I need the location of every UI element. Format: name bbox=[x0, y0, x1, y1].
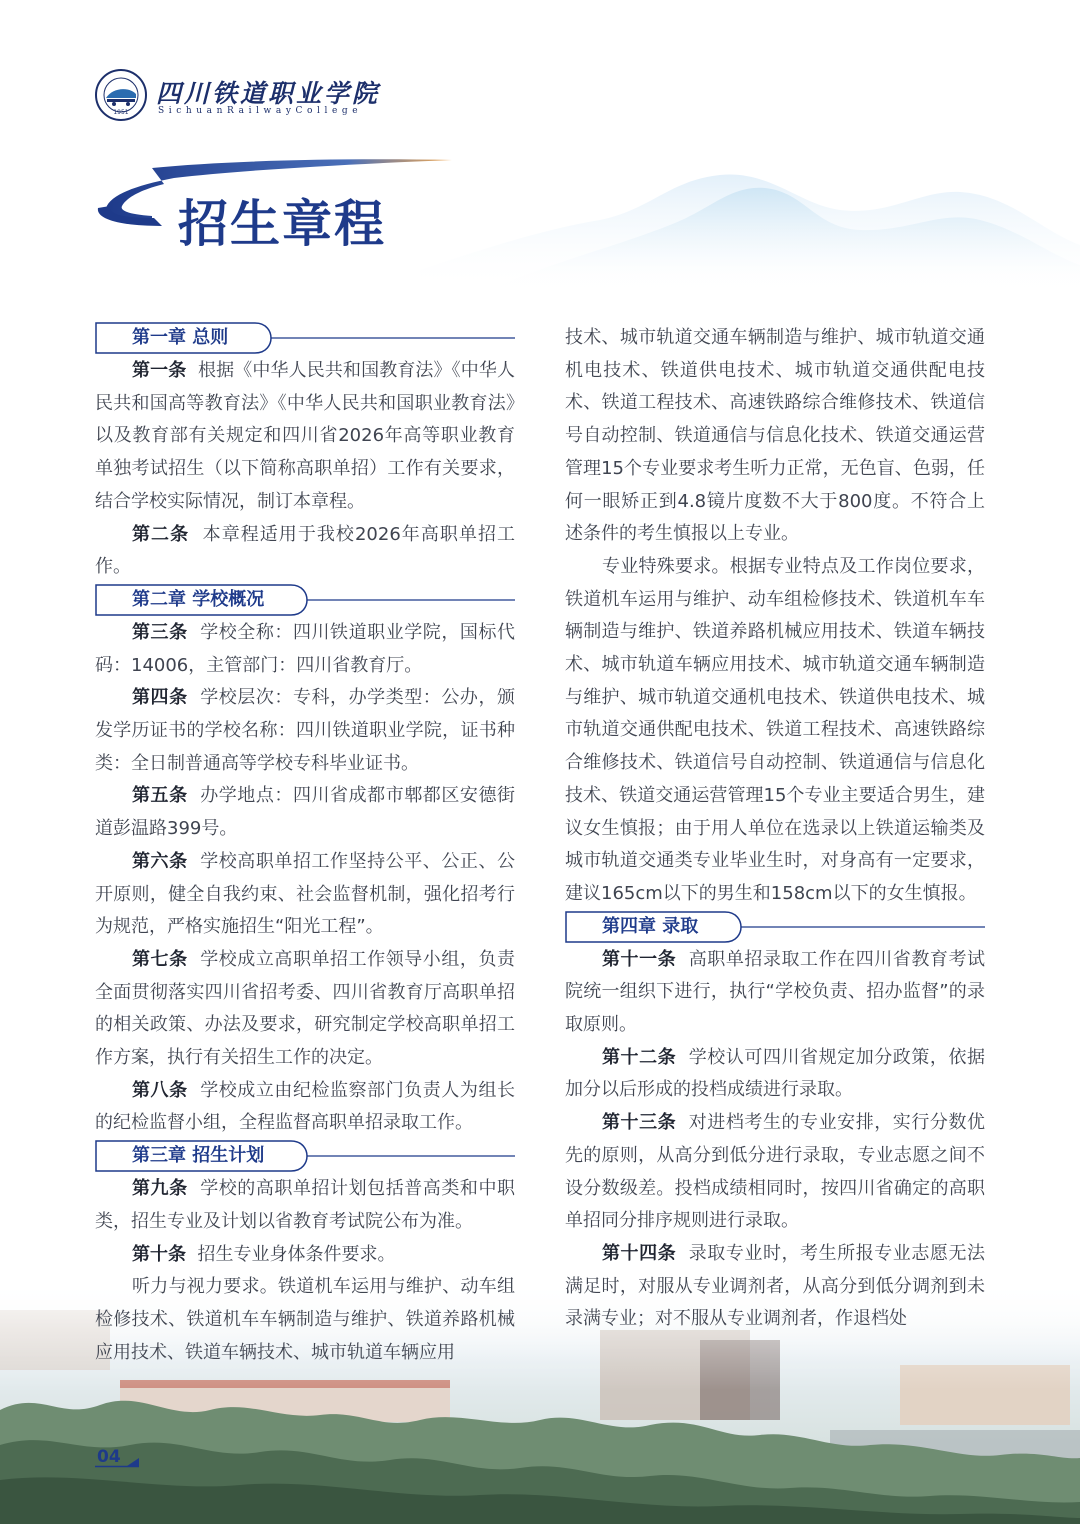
emblem-year: 1951 bbox=[113, 109, 129, 116]
article-11-text: 高职单招录取工作在四川省教育考试院统一组织下进行，执行“学校负责、招办监督”的录取原则。 bbox=[565, 948, 985, 1036]
article-13-text: 对进档考生的专业安排，实行分数优先的原则，从高分到低分进行录取，专业志愿之间不设分数级差。投档成绩相同时，按四川省确定的高职单招同分排序规则进行录取。 bbox=[565, 1112, 985, 1232]
article-10-text: 招生专业身体条件要求。 bbox=[197, 1243, 396, 1265]
article-4-text: 学校层次：专科，办学类型：公办，颁发学历证书的学校名称：四川铁道职业学院，证书种类：全日制普通高等学校专科毕业证书。 bbox=[95, 687, 515, 774]
article-9 bbox=[95, 1173, 515, 1238]
page-title: 招生章程 bbox=[178, 195, 386, 253]
hearing-vision-continued: 技术、城市轨道交通车辆制造与维护、城市轨道交通机电技术、铁道供电技术、城市轨道交通供配电技术、铁道工程技术、高速铁路综合维修技术、铁道信号自动控制、铁道通信与信息化技术、铁道交通运营管理15个专业要求考生听力正常，无色盲、色弱，任何一眼矫正到4.8镜片度数不大于800度。不符合上述条件的考生慎报以上专业。 bbox=[565, 327, 985, 545]
chapter-4-label: 第四章 录取 bbox=[602, 915, 699, 937]
article-14-text: 录取专业时，考生所报专业志愿无法满足时，对服从专业调剂者，从高分到低分调剂到未录满专业；对不服从专业调剂者，作退档处 bbox=[565, 1242, 985, 1330]
article-9-text: 学校的高职单招计划包括普高类和中职类，招生专业及计划以省教育考试院公布为准。 bbox=[95, 1178, 515, 1232]
article-4-label: 第四条 bbox=[132, 687, 188, 709]
chapter-4-heading bbox=[565, 911, 985, 943]
article-3-text: 学校全称：四川铁道职业学院，国标代码：14006，主管部门：四川省教育厅。 bbox=[95, 621, 515, 676]
article-11-label: 第十一条 bbox=[602, 948, 677, 970]
chapter-2-label: 第二章 学校概况 bbox=[132, 588, 265, 610]
school-emblem-icon bbox=[94, 68, 148, 122]
article-7 bbox=[95, 944, 515, 1075]
chapter-2-heading bbox=[95, 584, 515, 616]
article-1-label: 第一条 bbox=[132, 360, 187, 381]
article-13-label: 第十三条 bbox=[602, 1112, 677, 1134]
article-2-label: 第二条 bbox=[132, 523, 190, 545]
article-7-text: 学校成立高职单招工作领导小组，负责全面贯彻落实四川省招考委、四川省教育厅高职单招的相关政策、办法及要求，研究制定学校高职单招工作方案，执行有关招生工作的决定。 bbox=[95, 948, 515, 1069]
article-13 bbox=[565, 1107, 985, 1238]
article-1 bbox=[95, 355, 515, 519]
special-requirements-paragraph: 专业特殊要求。根据专业特点及工作岗位要求，铁道机车运用与维护、动车组检修技术、铁道机车车辆制造与维护、铁道养路机械应用技术、铁道车辆技术、城市轨道车辆应用技术、城市轨道交通车辆制造与维护、城市轨道交通机电技术、铁道供电技术、城市轨道交通供配电技术、铁道工程技术、高速铁路综合维修技术、铁道信号自动控制、铁道通信与信息化技术、铁道交通运营管理15个专业主要适合男生，建议女生慎报；由于用人单位在选录以上铁道运输类及城市轨道交通类专业毕业生时，对身高有一定要求，建议165cm以下的男生和158cm以下的女生慎报。 bbox=[565, 555, 985, 904]
hearing-vision-paragraph: 听力与视力要求。铁道机车运用与维护、动车组检修技术、铁道机车车辆制造与维护、铁道养路机械应用技术、铁道车辆技术、城市轨道车辆应用 bbox=[95, 1276, 515, 1363]
article-6 bbox=[95, 846, 515, 944]
article-12-label: 第十二条 bbox=[602, 1046, 677, 1068]
article-6-label: 第六条 bbox=[132, 850, 188, 872]
article-5-label: 第五条 bbox=[132, 785, 188, 807]
article-9-label: 第九条 bbox=[132, 1178, 188, 1200]
mountain-decoration bbox=[420, 150, 1080, 290]
article-4 bbox=[95, 682, 515, 780]
article-10 bbox=[95, 1239, 515, 1272]
article-2 bbox=[95, 519, 515, 584]
article-10-label: 第十条 bbox=[132, 1243, 186, 1265]
article-8-label: 第八条 bbox=[132, 1079, 188, 1101]
article-11 bbox=[565, 944, 985, 1042]
chapter-1-heading bbox=[95, 322, 515, 354]
article-12-text: 学校认可四川省规定加分政策，依据加分以后形成的投档成绩进行录取。 bbox=[565, 1046, 985, 1101]
article-14 bbox=[565, 1238, 985, 1336]
article-8 bbox=[95, 1075, 515, 1140]
article-2-text: 本章程适用于我校2026年高职单招工作。 bbox=[95, 523, 516, 578]
article-6-text: 学校高职单招工作坚持公平、公正、公开原则，健全自我约束、社会监督机制，强化招考行为规范，严格实施招生“阳光工程”。 bbox=[95, 850, 515, 938]
article-3 bbox=[95, 617, 515, 682]
article-5 bbox=[95, 780, 515, 845]
article-14-label: 第十四条 bbox=[602, 1242, 677, 1264]
school-name-en: SichuanRailwayCollege bbox=[158, 106, 363, 116]
page-number: 04 bbox=[97, 1447, 121, 1467]
page-number-badge bbox=[95, 1446, 155, 1468]
title-banner bbox=[92, 156, 472, 256]
school-logo bbox=[94, 68, 394, 124]
article-3-label: 第三条 bbox=[132, 621, 188, 643]
left-column bbox=[95, 322, 515, 1369]
article-5-text: 办学地点：四川省成都市郫都区安德街道彭温路399号。 bbox=[95, 785, 515, 840]
article-7-label: 第七条 bbox=[132, 948, 188, 970]
chapter-3-heading bbox=[95, 1140, 515, 1172]
article-1-text: 根据《中华人民共和国教育法》《中华人民共和国高等教育法》《中华人民共和国职业教育法》以及教育部有关规定和四川省2026年高等职业教育单独考试招生（以下简称高职单招）工作有关要求，结合学校实际情况，制订本章程。 bbox=[95, 360, 516, 512]
article-8-text: 学校成立由纪检监察部门负责人为组长的纪检监督小组，全程监督高职单招录取工作。 bbox=[95, 1079, 515, 1134]
article-12 bbox=[565, 1042, 985, 1107]
chapter-3-label: 第三章 招生计划 bbox=[132, 1145, 265, 1167]
right-column bbox=[565, 322, 985, 1336]
chapter-1-label: 第一章 总则 bbox=[132, 327, 229, 348]
school-name-cn: 四川铁道职业学院 bbox=[156, 79, 381, 108]
